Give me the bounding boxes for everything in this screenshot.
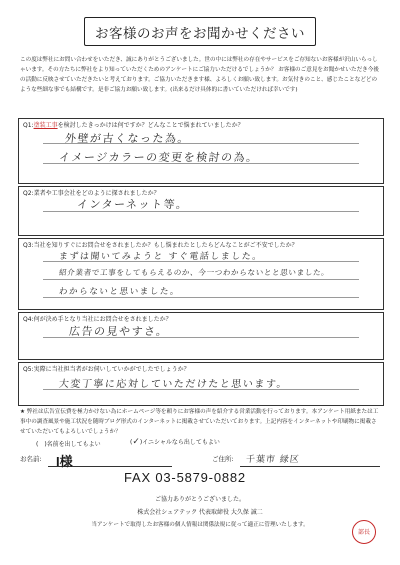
option-name-ok[interactable]: ( )名前を出してもよい — [36, 441, 101, 448]
checkmark-icon: ✓ — [132, 437, 140, 447]
question-4-text: 何が決め手となり当社にお問合せをされましたか？ — [33, 316, 172, 323]
address-label: ご住所: — [212, 455, 234, 463]
question-1-answer-line-2[interactable]: イメージカラーの変更を検討の為。 — [58, 151, 260, 164]
question-3-answer-line-3[interactable]: わからないと思いました。 — [58, 287, 181, 297]
question-4-label — [23, 314, 172, 323]
question-3-prefix: Q3: — [23, 242, 34, 249]
footer-thanks: ご協力ありがとうございました。 — [154, 496, 245, 503]
question-5-section — [18, 362, 384, 406]
question-2-section — [18, 186, 384, 236]
question-1-text: を検討したきっかけは何ですか？どんなことで悩まれていましたか？ — [57, 122, 244, 129]
ruled-line — [43, 297, 359, 298]
option-initial-label: )イニシャルなら出してもよい — [139, 439, 220, 446]
question-3-label — [23, 240, 298, 249]
question-5-label — [23, 364, 190, 373]
question-1-answer-line-1[interactable]: 外壁が古くなった為。 — [64, 132, 191, 145]
question-4-prefix: Q4: — [23, 316, 34, 323]
intro-text: この度は弊社にお問い合わせをいただき、誠にありがとうございました。世の中には弊社の存在やサービスをご存知ないお客様が沢山いらっしゃいます。その方たちに弊社をより知っていただくためのアンケートにご協力いただけるでしょうか？ お客様のご意見をお聞かせいただき今後の活動に反映させていただきたいと考えております。ご協力いただきます様、よろしくお願い致します。お気付きのこと、感じたことなどどのような些細な事でも結構です。是非ご協力お願い致します。(出来るだけ具体的に書いていただければ幸いです) — [20, 57, 379, 93]
question-5-answer[interactable]: 大変丁寧に応対していただけたと思います。 — [58, 379, 289, 390]
publication-notice: ★ 弊社は広告宣伝費を極力かけない為にホームページ等を頼りにお客様の声を紹介する営業活動を行っております。本アンケート用紙または工事中の調査風景や施工状況を随時ブログ形式のインターネットに掲載させていただいております。上記内容をインターネットや印刷物に掲載させていただいてもよろしいでしょうか？ — [20, 409, 379, 435]
question-5-prefix: Q5: — [23, 366, 34, 373]
question-3-answer-line-2[interactable]: 紹介業者で工事をしてもらえるのか、今一つわからないとと思いました。 — [58, 268, 330, 277]
question-3-text: 当社を知りすぐにお問合せをされましたか？もし悩まれたとしたらどんなことがご不安でしたか？ — [33, 242, 298, 249]
question-3-answer-line-1[interactable]: まずは聞いてみようと すぐ電話しました。 — [58, 252, 264, 262]
question-4-section — [18, 312, 384, 360]
question-2-prefix: Q2: — [23, 190, 34, 197]
footer-company: 株式会社シェアテック 代表取締役 大久保 誠二 — [137, 509, 263, 516]
question-1-label — [23, 120, 244, 129]
question-1-section — [18, 118, 384, 184]
footer-privacy: 当アンケートで取得したお客様の個人情報は関係法規に従って適正に管理いたします。 — [91, 522, 309, 528]
ruled-line — [43, 279, 359, 280]
option-initial-open-paren: ( — [130, 439, 133, 446]
question-3-section — [18, 238, 384, 310]
question-2-answer[interactable]: インターネット等。 — [76, 198, 190, 211]
fax-number: FAX 03-5879-0882 — [124, 470, 246, 485]
question-2-text: 業者や工事会社をどのように探されましたか？ — [33, 190, 160, 197]
question-4-answer[interactable]: 広告の見やすさ。 — [68, 325, 170, 338]
option-initial-ok[interactable] — [130, 437, 220, 447]
name-label: お名前: — [20, 455, 42, 463]
name-field[interactable]: I様 — [56, 454, 73, 469]
seal-stamp-text: 部長 — [357, 528, 370, 536]
question-1-highlight: 塗装工事 — [33, 122, 58, 129]
page-title: お客様のお声をお聞かせください — [84, 17, 316, 46]
address-underline — [240, 466, 380, 467]
seal-stamp — [352, 520, 376, 544]
question-1-prefix: Q1: — [23, 122, 34, 129]
question-5-text: 実際に当社担当者がお伺いしていかがでしたでしょうか？ — [33, 366, 190, 373]
address-field[interactable]: 千葉市 緑区 — [245, 455, 301, 465]
